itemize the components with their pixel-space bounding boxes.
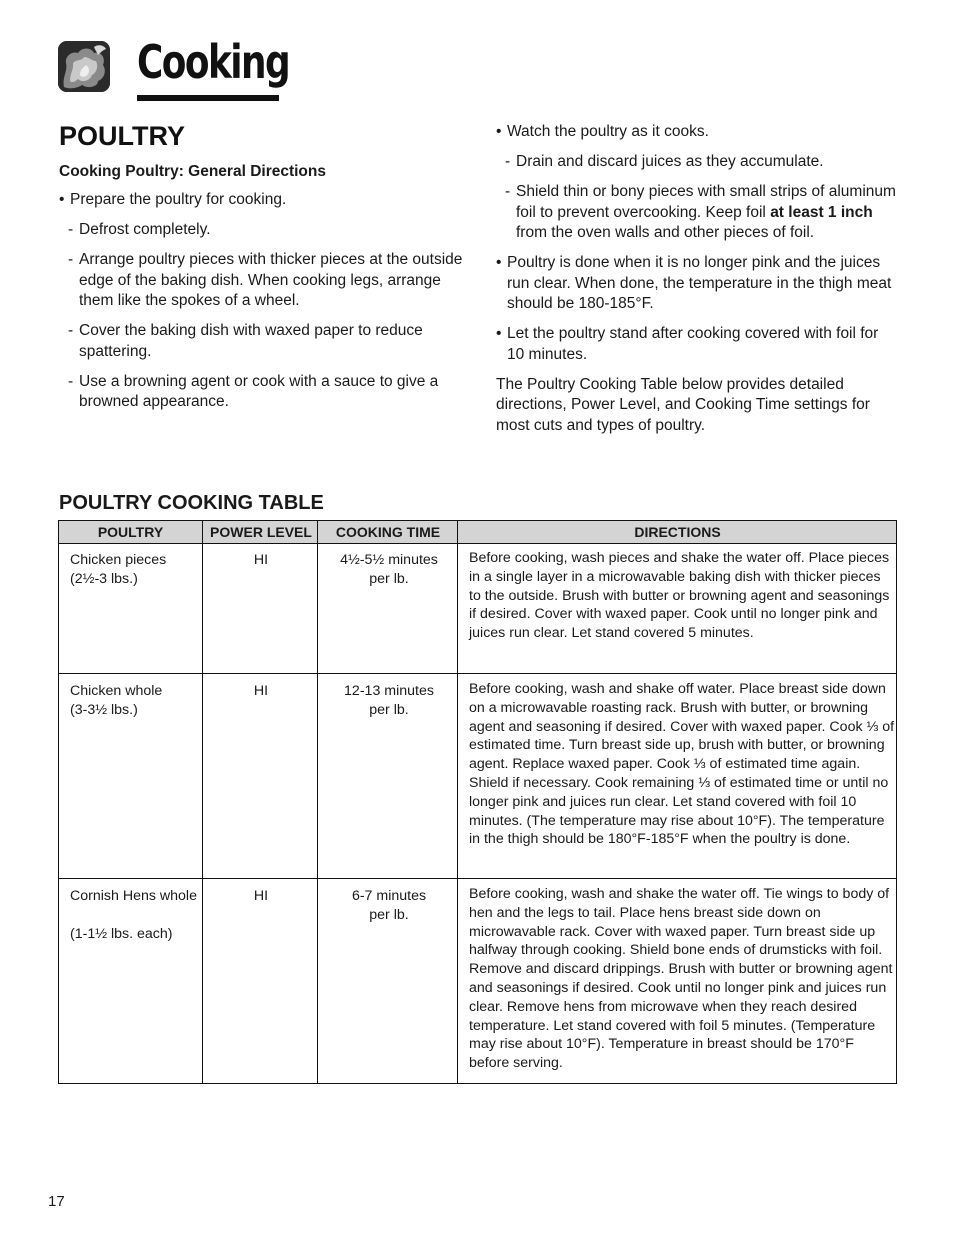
column-divider (457, 521, 458, 1083)
row2-poultry-name: Chicken whole (70, 683, 163, 699)
row2-time-value: 12-13 minutes (344, 683, 434, 699)
shield-step-text-end: from the oven walls and other pieces of foil. (516, 224, 815, 241)
row1-directions: Before cooking, wash pieces and shake the water off. Place pieces in a single layer in a microwavable baking dish with thicker pieces to the outside. Brush with butter or browning agent and seasonings if desired. Cover with waxed paper. Cook until no longer pink and juices run clear. Let stand covered 5 minutes. (469, 550, 890, 642)
row-divider (59, 878, 896, 879)
prepare-bullet: • Prepare the poultry for cooking. (59, 190, 469, 211)
watch-bullet: • Watch the poultry as it cooks. (496, 122, 896, 143)
arrange-step: - Arrange poultry pieces with thicker pieces at the outside edge of the baking dish. When cooking legs, arrange them like the spokes of a wheel. (59, 250, 469, 312)
row3-poultry-weight: (1-1½ lbs. each) (70, 925, 173, 942)
left-column (59, 190, 469, 422)
doneness-bullet: • Poultry is done when it is no longer pink and the juices run clear. When done, the temperature in the thigh meat should be 180-185°F. (496, 253, 896, 315)
row2-poultry (70, 682, 200, 720)
poultry-cooking-table (58, 520, 897, 1084)
defrost-step: - Defrost completely. (59, 220, 469, 241)
row1-time-unit: per lb. (369, 570, 409, 587)
row2-poultry-weight: (3-3½ lbs.) (70, 701, 138, 718)
shield-step-text: Shield thin or bony pieces with small strips of aluminum foil to prevent overcooking. Keep foil (516, 183, 896, 221)
row3-directions: Before cooking, wash and shake the water off. Tie wings to body of hen and the legs to tail. Place hens breast side down on microwavable rack. Cover with waxed paper. Turn breast side up halfway through cooking. Shield bone ends of drumsticks with foil. Remove and discard drippings. Brush with butter or browning agent and seasonings if desired. Cook until no longer pink and juices run clear. Remove hens from microwave when they reach desired temperature. Let stand covered with foil 5 minutes. (Temperature may rise about 10°F). Temperature in breast should be 170°F before serving. (469, 886, 893, 1072)
shield-step-emphasis: at least 1 inch (770, 203, 873, 221)
right-column (496, 122, 896, 446)
table-header-row (59, 521, 896, 544)
row3-spacer (70, 906, 200, 925)
row2-time (321, 682, 457, 720)
row3-poultry-name: Cornish Hens whole (70, 888, 197, 904)
section-subtitle: Cooking Poultry: General Directions (59, 163, 326, 180)
browning-step: - Use a browning agent or cook with a sauce to give a browned appearance. (59, 372, 469, 413)
cover-step: - Cover the baking dish with waxed paper to reduce spattering. (59, 321, 469, 362)
row3-time-unit: per lb. (369, 906, 409, 923)
header-cooking-time: COOKING TIME (335, 524, 441, 540)
row3-poultry (70, 887, 200, 943)
row1-time-value: 4½-5½ minutes (340, 552, 438, 568)
row3-time (321, 887, 457, 925)
drain-step: - Drain and discard juices as they accumulate. (496, 152, 896, 173)
column-divider (317, 521, 318, 1083)
row3-power: HI (253, 888, 269, 904)
header-directions: DIRECTIONS (634, 524, 721, 540)
row1-poultry (70, 551, 200, 589)
standing-bullet: • Let the poultry stand after cooking covered with foil for 10 minutes. (496, 324, 896, 365)
header-power-level: POWER LEVEL (210, 524, 312, 540)
shield-step (496, 182, 896, 244)
section-title: POULTRY (59, 121, 185, 151)
cooking-steam-icon (58, 41, 110, 92)
row1-poultry-weight: (2½-3 lbs.) (70, 570, 138, 587)
column-divider (202, 521, 203, 1083)
row2-power: HI (253, 683, 269, 699)
header-underline (137, 95, 279, 101)
row1-power: HI (253, 552, 269, 568)
row3-time-value: 6-7 minutes (351, 888, 427, 904)
row-divider (59, 673, 896, 674)
row2-directions: Before cooking, wash and shake off water. Place breast side down on a microwavable roasting rack. Brush with butter, or browning agent and seasoning if desired. Cover with waxed paper. Cook ⅓ of estimated time. Turn breast side up, brush with butter, or browning agent. Replace waxed paper. Cook ⅓ of estimated time again. Shield if necessary. Cook remaining ⅓ of estimated time or until no longer pink and juices run clear. Let stand covered with foil 10 minutes. (The temperature may rise about 10°F). The temperature in the thigh should be 180°F-185°F when the poultry is done. (469, 681, 895, 848)
table-title: POULTRY COOKING TABLE (59, 492, 324, 514)
row1-poultry-name: Chicken pieces (70, 552, 167, 568)
header-poultry: POULTRY (97, 524, 164, 540)
row2-time-unit: per lb. (369, 701, 409, 718)
table-intro-paragraph: The Poultry Cooking Table below provides detailed directions, Power Level, and Cooking Time settings for most cuts and types of poultry. (496, 375, 870, 434)
page-number: 17 (48, 1193, 65, 1210)
page-header-title: Cooking (137, 35, 290, 89)
row1-time (321, 551, 457, 589)
